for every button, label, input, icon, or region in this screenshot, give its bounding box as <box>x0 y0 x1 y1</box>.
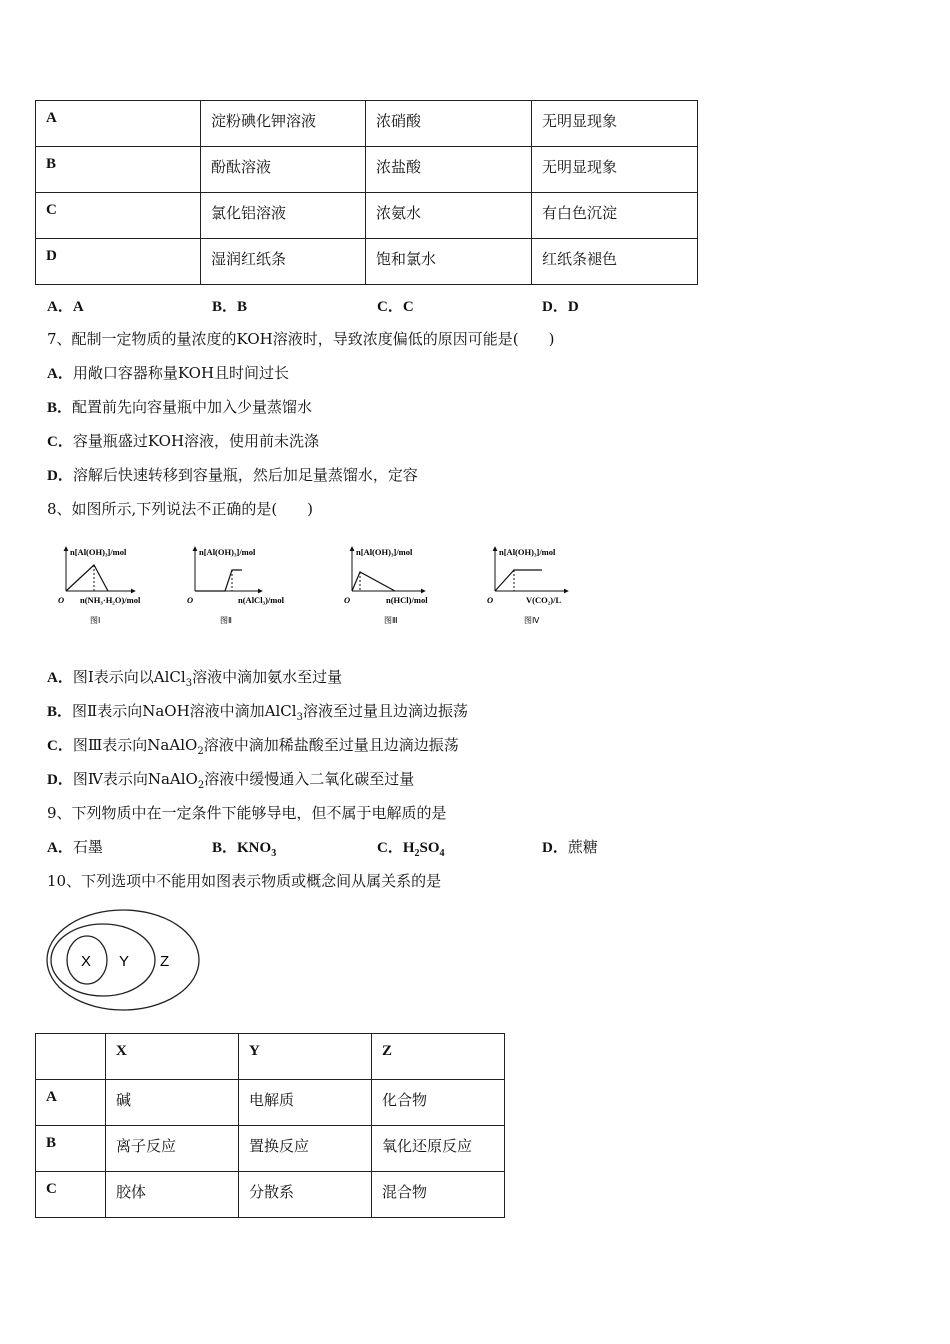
venn-label-y: Y <box>119 953 130 970</box>
relation-table <box>35 1033 505 1218</box>
subscript: 2 <box>414 848 420 859</box>
q7-option-d[interactable] <box>47 464 418 485</box>
q6-option-c[interactable]: C．C <box>377 299 414 315</box>
q7-stem: 7、配制一定物质的量浓度的KOH溶液时，导致浓度偏低的原因可能是( ) <box>47 330 555 348</box>
option-text: 用敞口容器称量KOH且时间过长 <box>72 364 290 382</box>
graph-4-ylabel: n[Al(OH)₃]/mol <box>499 547 556 557</box>
option-text: 溶液中滴加氨水至过量 <box>192 668 343 686</box>
table-cell: 饱和氯水 <box>366 239 532 285</box>
q7-option-c[interactable] <box>47 430 319 451</box>
table-cell: 浓氨水 <box>366 193 532 239</box>
graph-1-caption: 图Ⅰ <box>90 616 101 625</box>
graph-2-ylabel: n[Al(OH)₃]/mol <box>199 547 256 557</box>
table-header-row <box>36 1034 505 1080</box>
option-text: 图Ⅲ表示向NaAlO <box>72 736 198 754</box>
option-key: A． <box>47 670 73 686</box>
table-cell: 浓盐酸 <box>366 147 532 193</box>
table-row <box>36 1080 505 1126</box>
graph-3-curve <box>352 572 395 591</box>
option-text: H <box>402 840 415 856</box>
table-cell: 湿润红纸条 <box>201 239 366 285</box>
table-cell: 淀粉碘化钾溶液 <box>201 101 366 147</box>
q7-option-a[interactable] <box>47 362 289 383</box>
option-key: B． <box>47 704 73 720</box>
graph-2-origin: O <box>187 595 194 605</box>
option-key: C． <box>47 434 73 450</box>
table-row <box>36 1172 505 1218</box>
table-cell: 化合物 <box>372 1080 505 1126</box>
option-key: C． <box>47 738 73 754</box>
option-text: 配置前先向容量瓶中加入少量蒸馏水 <box>72 398 313 416</box>
graph-2-curve <box>195 570 242 591</box>
option-text: 容量瓶盛过KOH溶液，使用前未洗涤 <box>72 432 320 450</box>
table-cell: 置换反应 <box>239 1126 372 1172</box>
table-row <box>36 147 698 193</box>
graph-2 <box>187 547 285 625</box>
table-cell: 氧化还原反应 <box>372 1126 505 1172</box>
q10-stem: 10、下列选项中不能用如图表示物质或概念间从属关系的是 <box>47 872 442 890</box>
subscript: 3 <box>271 848 277 859</box>
graph-3 <box>344 547 428 625</box>
table-cell: 酚酞溶液 <box>201 147 366 193</box>
graph-3-caption: 图Ⅲ <box>384 616 398 625</box>
graph-4-xlabel: V(CO₂)/L <box>526 595 562 605</box>
table-cell: 氯化铝溶液 <box>201 193 366 239</box>
table-cell: 离子反应 <box>106 1126 239 1172</box>
q8-option-a[interactable] <box>47 666 342 689</box>
table-cell: 分散系 <box>239 1172 372 1218</box>
q8-stem: 8、如图所示,下列说法不正确的是( ) <box>47 500 314 518</box>
table-header-cell <box>36 1034 106 1080</box>
table-row <box>36 193 698 239</box>
option-text: 溶液中缓慢通入二氧化碳至过量 <box>204 770 415 788</box>
table-cell: 有白色沉淀 <box>532 193 698 239</box>
graph-1-curve <box>66 565 108 591</box>
option-text: 图Ⅰ表示向以AlCl <box>72 668 186 686</box>
option-text: SO <box>419 840 440 856</box>
option-key: A． <box>47 840 73 856</box>
table-cell: D <box>36 239 201 285</box>
option-text: 石墨 <box>72 838 103 856</box>
subscript: 3 <box>296 712 303 723</box>
table-cell: 浓硝酸 <box>366 101 532 147</box>
graph-3-xlabel: n(HCl)/mol <box>386 595 428 605</box>
q6-option-b[interactable]: B．B <box>212 299 248 315</box>
q6-option-d[interactable]: D．D <box>542 299 579 315</box>
option-text: 图Ⅳ表示向NaAlO <box>72 770 198 788</box>
graph-2-caption: 图Ⅱ <box>220 616 232 625</box>
option-key: D． <box>47 772 73 788</box>
table-header-cell: Z <box>372 1034 505 1080</box>
graph-4-curve <box>495 570 542 591</box>
option-key: B． <box>212 840 238 856</box>
graph-1-ylabel: n[Al(OH)₃]/mol <box>70 547 127 557</box>
graph-4 <box>487 547 568 625</box>
subscript: 2 <box>197 746 204 757</box>
graph-1-origin: O <box>58 595 65 605</box>
graph-3-origin: O <box>344 595 351 605</box>
option-key: C． <box>377 840 403 856</box>
subscript: 4 <box>439 848 445 859</box>
q9-option-a[interactable] <box>47 836 103 857</box>
graph-2-xlabel: n(AlCl₃)/mol <box>238 595 284 605</box>
venn-label-z: Z <box>160 953 170 970</box>
table-cell: A <box>36 1080 106 1126</box>
subscript: 2 <box>197 780 205 791</box>
graph-4-caption: 图Ⅳ <box>524 616 540 625</box>
table-cell: A <box>36 101 201 147</box>
table-cell: 电解质 <box>239 1080 372 1126</box>
q8-graphs <box>50 535 590 630</box>
table-cell: 碱 <box>106 1080 239 1126</box>
table-cell: B <box>36 1126 106 1172</box>
option-key: A． <box>47 366 73 382</box>
q9-stem: 9、下列物质中在一定条件下能够导电，但不属于电解质的是 <box>47 804 447 822</box>
table-cell: 无明显现象 <box>532 101 698 147</box>
table-header-cell: X <box>106 1034 239 1080</box>
table-header-cell: Y <box>239 1034 372 1080</box>
graph-1 <box>58 547 141 625</box>
option-text: 溶解后快速转移到容量瓶，然后加足量蒸馏水，定容 <box>72 466 418 484</box>
table-cell: C <box>36 1172 106 1218</box>
option-text: 图Ⅱ表示向NaOH溶液中滴加AlCl <box>72 702 297 720</box>
q6-option-a[interactable]: A．A <box>47 299 84 315</box>
table-cell: 红纸条褪色 <box>532 239 698 285</box>
graph-3-ylabel: n[Al(OH)₃]/mol <box>356 547 413 557</box>
reagent-table <box>35 100 698 285</box>
graph-1-xlabel: n(NH₃·H₂O)/mol <box>80 595 141 605</box>
table-row <box>36 101 698 147</box>
venn-diagram <box>45 905 205 1015</box>
q8-option-c[interactable] <box>47 734 459 757</box>
table-row <box>36 239 698 285</box>
option-text: 溶液至过量且边滴边振荡 <box>302 702 468 720</box>
table-cell: C <box>36 193 201 239</box>
option-text: 溶液中滴加稀盐酸至过量且边滴边振荡 <box>203 736 459 754</box>
option-text: KNO <box>237 840 272 856</box>
option-text: 蔗糖 <box>567 838 598 856</box>
graph-4-origin: O <box>487 595 494 605</box>
table-cell: B <box>36 147 201 193</box>
q9-option-b[interactable] <box>212 836 276 859</box>
q8-option-b[interactable] <box>47 700 468 723</box>
venn-label-x: X <box>81 953 92 970</box>
table-cell: 胶体 <box>106 1172 239 1218</box>
option-key: D． <box>47 468 73 484</box>
q9-option-c[interactable] <box>377 836 445 859</box>
table-cell: 无明显现象 <box>532 147 698 193</box>
option-key: B． <box>47 400 73 416</box>
q9-option-d[interactable] <box>542 836 598 857</box>
q7-option-b[interactable] <box>47 396 312 417</box>
table-row <box>36 1126 505 1172</box>
q8-option-d[interactable] <box>47 768 414 791</box>
subscript: 3 <box>185 678 193 689</box>
option-key: D． <box>542 840 568 856</box>
table-cell: 混合物 <box>372 1172 505 1218</box>
